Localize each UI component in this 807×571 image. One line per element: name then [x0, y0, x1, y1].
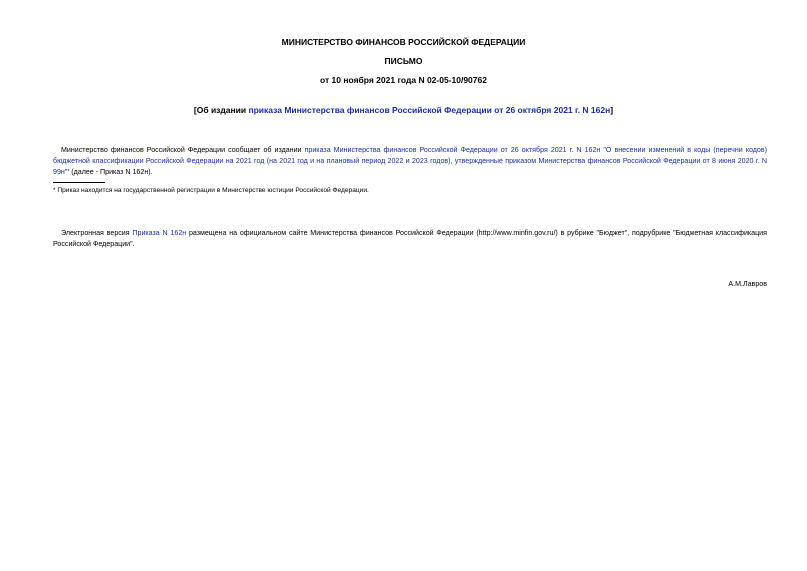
paragraph-electronic-version [53, 228, 767, 250]
paragraph-lead-text: Министерство финансов Российской Федерации сообщает об издании [61, 146, 305, 154]
paragraph-tail-text: (далее - Приказ N 162н). [69, 168, 153, 176]
footnote-separator [53, 182, 105, 183]
paragraph2-lead-text: Электронная версия [61, 229, 133, 237]
subject-suffix: ] [610, 105, 614, 115]
document-date-number: от 10 ноября 2021 года N 02-05-10/90762 [320, 75, 487, 85]
order-162n-short-link[interactable]: Приказа N 162н [132, 229, 187, 237]
paragraph-order-issued [53, 145, 767, 178]
subject-order-link[interactable]: приказа Министерства финансов Российской Федерации от 26 октября 2021 г. N 162н [248, 105, 611, 115]
paragraph2-tail-text: размещена на официальном сайте Министерства финансов Российской Федерации (http://www.minfin.gov.ru/) в рубрике "Бюджет", подрубрике "Бюджетная классификация Российской Федерации". [53, 229, 767, 248]
document-type-heading: ПИСЬМО [384, 56, 423, 66]
signature: А.М.Лавров [728, 280, 767, 288]
footnote-marker: * [67, 169, 70, 175]
order-162n-link[interactable]: приказа Министерства финансов Российской Федерации от 26 октября 2021 г. N 162н "О внесении изменений в коды (перечни кодов) бюджетной классификации Российской Федерации на 2021 год (на 2021 год и на плановый период 2022 и 2023 годов), утвержденные приказом Министерства финансов Российской Федерации от 8 июня 2020 г. N 99н" [53, 146, 768, 176]
subject-prefix: [Об издании [193, 105, 249, 115]
ministry-heading: МИНИСТЕРСТВО ФИНАНСОВ РОССИЙСКОЙ ФЕДЕРАЦИИ [281, 37, 526, 47]
document-subject [0, 105, 807, 116]
footnote-text: * Приказ находится на государственной регистрации в Министерстве юстиции Российской Федерации. [53, 187, 369, 194]
